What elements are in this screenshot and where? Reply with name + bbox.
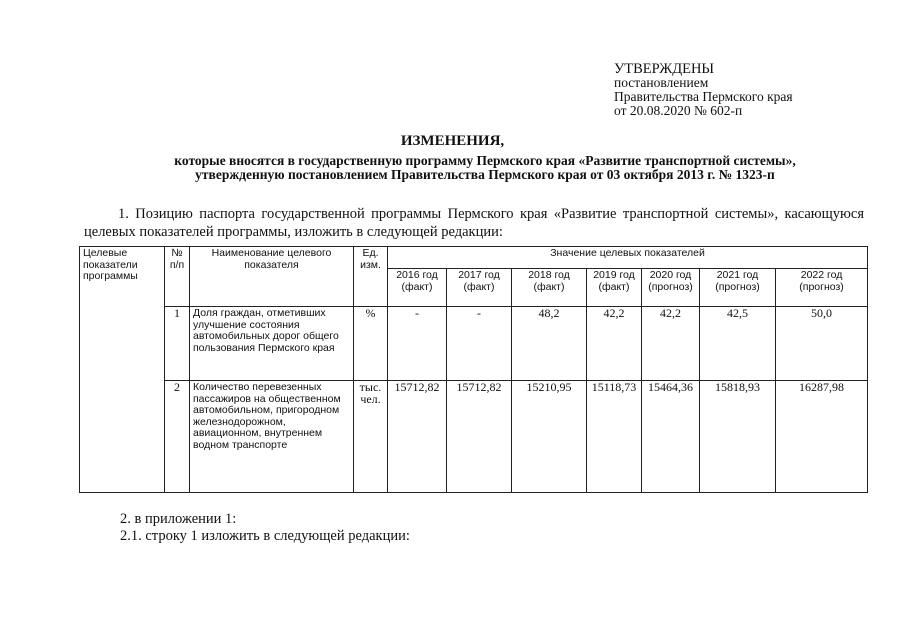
header-year: 2021 год (прогноз) [700,269,776,307]
header-unit: Ед. изм. [354,247,388,307]
header-section: Целевые показатели программы [80,247,165,493]
row-value: 42,5 [700,307,776,381]
approval-heading: УТВЕРЖДЕНЫ [614,61,715,77]
row-name: Доля граждан, отметивших улучшение состояния автомобильных дорог общего пользования Пермского края [190,307,354,381]
row-value: 15464,36 [642,381,700,493]
approval-line-1: постановлением [614,75,709,90]
subtitle-line-1: которые вносятся в государственную программу Пермского края «Развитие транспортной системы», [174,153,796,168]
row-value: 16287,98 [776,381,868,493]
row-value: - [388,307,447,381]
row-value: 42,2 [587,307,642,381]
table-header-row [80,247,868,269]
header-name: Наименование целевого показателя [190,247,354,307]
header-year: 2017 год (факт) [447,269,512,307]
document-subtitle [95,154,875,182]
row-value: - [447,307,512,381]
approval-line-2: Правительства Пермского края [614,89,793,104]
row-value: 15712,82 [388,381,447,493]
item-2: 2. в приложении 1: [120,511,237,527]
row-value: 42,2 [642,307,700,381]
header-values: Значение целевых показателей [388,247,868,269]
row-value: 50,0 [776,307,868,381]
row-name: Количество перевезенных пассажиров на общественном автомобильном, пригородном железнодорожном, авиационном, внутреннем водном транспорте [190,381,354,493]
row-value: 15118,73 [587,381,642,493]
item-2-1: 2.1. строку 1 изложить в следующей редакции: [120,528,410,544]
header-num: № п/п [165,247,190,307]
row-value: 48,2 [512,307,587,381]
row-num: 2 [165,381,190,493]
table-row [80,381,868,493]
row-value: 15210,95 [512,381,587,493]
table-row [80,307,868,381]
approval-line-3: от 20.08.2020 № 602-п [614,103,743,118]
row-num: 1 [165,307,190,381]
row-value: 15818,93 [700,381,776,493]
row-value: 15712,82 [447,381,512,493]
header-year: 2019 год (факт) [587,269,642,307]
document-title: ИЗМЕНЕНИЯ, [400,133,505,149]
target-indicators-table [79,246,868,493]
header-year: 2020 год (прогноз) [642,269,700,307]
subtitle-line-2: утвержденную постановлением Правительства Пермского края от 03 октября 2013 г. № 1323-п [195,167,775,182]
paragraph-1: 1. Позицию паспорта государственной программы Пермского края «Развитие транспортной системы», касающуюся целевых показателей программы, изложить в следующей редакции: [84,206,864,240]
header-year: 2016 год (факт) [388,269,447,307]
row-unit: тыс. чел. [354,381,388,493]
row-unit: % [354,307,388,381]
approval-stamp [614,62,874,118]
header-year: 2022 год (прогноз) [776,269,868,307]
header-year: 2018 год (факт) [512,269,587,307]
